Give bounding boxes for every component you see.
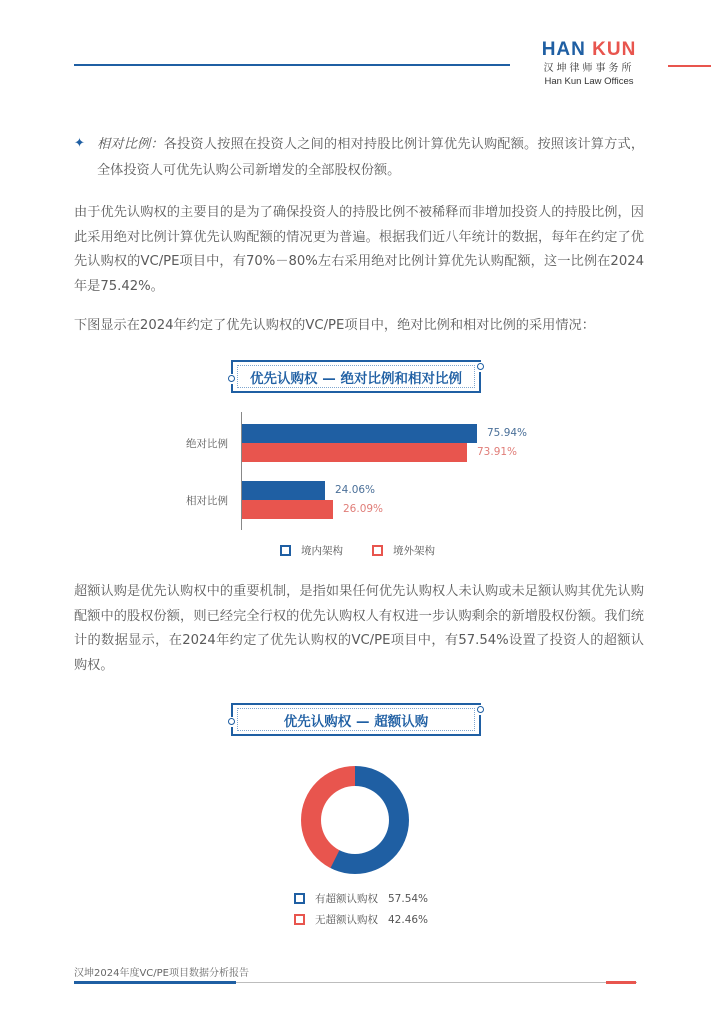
value-label: 26.09% [343, 503, 384, 515]
bar-absolute-offshore [242, 443, 467, 462]
paragraph-chart-intro: 下图显示在2024年约定了优先认购权的VC/PE项目中，绝对比例和相对比例的采用情况： [74, 318, 595, 333]
value-label: 73.91% [477, 446, 518, 458]
legend-item-offshore: 境外架构 [372, 543, 435, 558]
category-label: 绝对比例 [186, 438, 228, 450]
diamond-star-icon: ✦ [74, 136, 85, 151]
hankun-logo [537, 40, 641, 88]
donut-hole [321, 786, 389, 854]
bullet-term: 相对比例： [97, 137, 164, 152]
chart1-title-frame [231, 360, 481, 393]
chart2-title: 优先认购权 — 超额认购 [283, 713, 429, 730]
chart2-title-frame [231, 703, 481, 736]
logo-chinese-name: 汉坤律师事务所 [543, 63, 635, 74]
bullet-body: 各投资人按照在投资人之间的相对持股比例计算优先认购配额。按照该计算方式，全体投资人可优先认购公司新增发的全部股权份额。 [97, 137, 645, 178]
bullet-relative-ratio [74, 132, 644, 184]
legend-square-icon [294, 893, 305, 904]
legend-square-icon [372, 545, 383, 556]
paragraph-absolute-ratio: 由于优先认购权的主要目的是为了确保投资人的持股比例不被稀释而非增加投资人的持股比例，因此采用绝对比例计算优先认购配额的情况更为普遍。根据我们近八年统计的数据，每年在约定了优先认购权的VC/PE项目中，有70%－80%左右采用绝对比例计算优先认购配额，这一比例在2024年是75.42%。 [74, 205, 644, 294]
logo-english-name: Han Kun Law Offices [544, 76, 634, 87]
bar-relative-domestic [242, 481, 325, 500]
value-label: 75.94% [487, 427, 528, 439]
legend-square-icon [280, 545, 291, 556]
legend-square-icon [294, 914, 305, 925]
header-rule-red [668, 65, 711, 67]
footer-accent-red [606, 981, 636, 984]
value-label: 24.06% [335, 484, 376, 496]
legend-item-has-oversubscription: 有超额认购权 57.54% [294, 891, 428, 906]
header-rule-blue [74, 64, 510, 66]
bar-absolute-domestic [242, 424, 477, 443]
footer-report-title: 汉坤2024年度VC/PE项目数据分析报告 [74, 968, 249, 979]
chart1-title: 优先认购权 — 绝对比例和相对比例 [250, 370, 462, 387]
category-label: 相对比例 [186, 495, 228, 507]
paragraph-oversubscription: 超额认购是优先认购权中的重要机制，是指如果任何优先认购权人未认购或未足额认购其优先认购配额中的股权份额，则已经完全行权的优先认购权人有权进一步认购剩余的新增股权份额。我们统计的数据显示，在2024年约定了优先认购权的VC/PE项目中，有57.54%设置了投资人的超额认购权。 [74, 584, 644, 673]
logo-wordmark: HAN KUN [541, 39, 637, 60]
bar-relative-offshore [242, 500, 333, 519]
legend-item-domestic: 境内架构 [280, 543, 343, 558]
footer-accent-blue [74, 981, 236, 984]
legend-item-no-oversubscription: 无超额认购权 42.46% [294, 912, 428, 927]
